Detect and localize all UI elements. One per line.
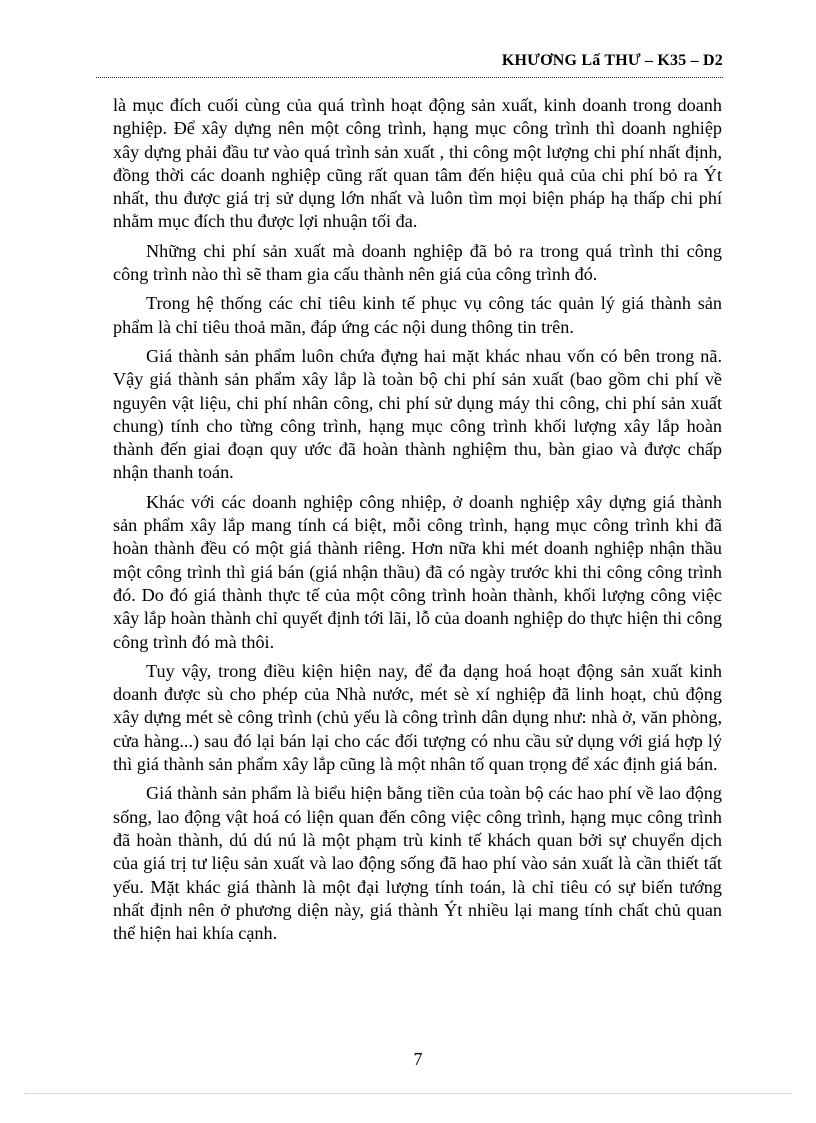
- paragraph-1: là mục đích cuối cùng của quá trình hoạt động sản xuất, kinh doanh trong doanh nghiệp. Để xây dựng nên một công trình, hạng mục công trình thì doanh nghiệp xây dựng phải đầu tư vào quá trình sản xuất , thi công một lượng chi phí nhất định, đồng thời các doanh nghiệp cũng rất quan tâm đến hiệu quả của chi phí bỏ ra Ýt nhất, thu được giá trị sử dụng lớn nhất và luôn tìm mọi biện pháp hạ thấp chi phí nhằm mục đích thu được lợi nhuận tối đa.: [113, 95, 722, 232]
- document-body: [113, 94, 722, 951]
- paragraph-4: Giá thành sản phẩm luôn chứa đựng hai mặt khác nhau vốn có bên trong nã. Vậy giá thành sản phẩm xây lắp là toàn bộ chi phí sản xuất (bao gồm chi phí về nguyên vật liệu, chi phí nhân công, chi phí sử dụng máy thi công, chi phí sản xuất chung) tính cho từng công trình, hạng mục công trình khối lượng xây lắp hoàn thành đến giai đoạn quy ước đã hoàn thành nghiệm thu, bàn giao và được chấp nhận thanh toán.: [113, 345, 722, 483]
- footer-divider: [24, 1093, 792, 1094]
- running-header: KHƯƠNG Lấ THƯ – K35 – D2: [501, 52, 723, 69]
- paragraph-5: Khác với các doanh nghiệp công nhiệp, ở doanh nghiệp xây dựng giá thành sản phẩm xây lắp mang tính cá biệt, mỗi công trình, hạng mục công trình khi đã hoàn thành đều có một giá thành riêng. Hơn nữa khi mét doanh nghiệp nhận thầu một công trình thì giá bán (giá nhận thầu) đã có ngày trước khi thi công công trình đó. Do đó giá thành thực tế của một công trình hoàn thành, khối lượng công việc xây lắp hoàn thành chỉ quyết định tới lãi, lỗ của doanh nghiệp do thực hiện thi công công trình đó mà thôi.: [113, 491, 722, 652]
- paragraph-6: Tuy vậy, trong điều kiện hiện nay, để đa dạng hoá hoạt động sản xuất kinh doanh được sù cho phép của Nhà nước, mét sè xí nghiệp đã linh hoạt, chủ động xây dựng mét sè công trình (chủ yếu là công trình dân dụng như: nhà ở, văn phòng, cửa hàng...) sau đó lại bán lại cho các đối tượng có nhu cầu sử dụng với giá hợp lý thì giá thành sản phẩm xây lắp cũng là một nhân tố quan trọng để xác định giá bán.: [113, 660, 722, 775]
- page-number: 7: [413, 1049, 423, 1069]
- paragraph-3: Trong hệ thống các chỉ tiêu kinh tế phục vụ công tác quản lý giá thành sản phẩm là chỉ tiêu thoả mãn, đáp ứng các nội dung thông tin trên.: [113, 293, 722, 337]
- header-divider: [96, 77, 723, 78]
- paragraph-2: Những chi phí sản xuất mà doanh nghiệp đã bỏ ra trong quá trình thi công công trình nào thì sẽ tham gia cấu thành nên giá của công trình đó.: [113, 240, 722, 285]
- paragraph-7: Giá thành sản phẩm là biểu hiện bằng tiền của toàn bộ các hao phí về lao động sống, lao động vật hoá có liện quan đến công việc công trình, hạng mục công trình đã hoàn thành, dú dú nú là một phạm trù kinh tế khách quan bởi sự chuyển dịch của giá trị tư liệu sản xuất và lao động sống đã hao phí vào sản xuất là cần thiết tất yếu. Mặt khác giá thành là một đại lượng tính toán, là chỉ tiêu có sự biến tướng nhất định nên ở phương diện này, giá thành Ýt nhiều lại mang tính chất chủ quan thể hiện hai khía cạnh.: [113, 783, 722, 944]
